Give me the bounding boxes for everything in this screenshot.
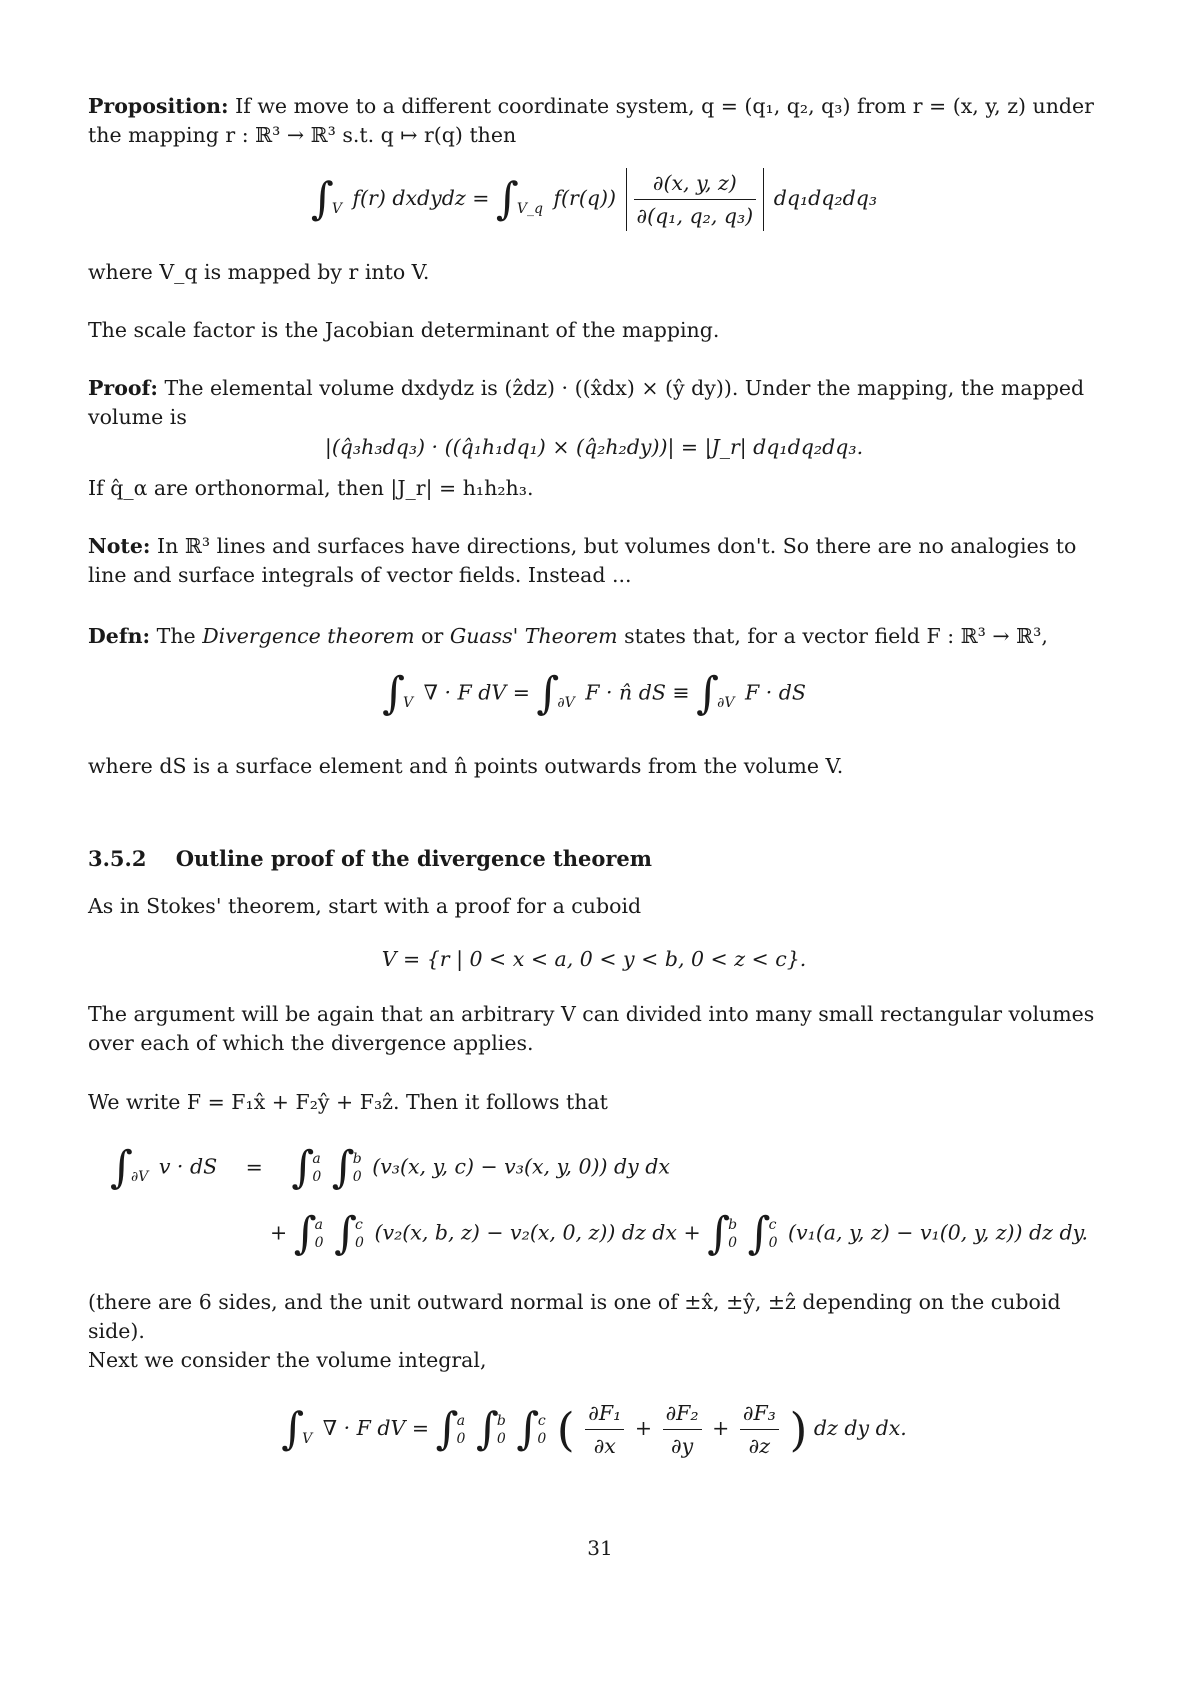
surf-line-2a: (v₂(x, b, z) − v₂(x, 0, z)) dz dx +: [374, 1220, 701, 1245]
jacobian-den: ∂(q₁, q₂, q₃): [636, 204, 754, 228]
body-p5: Next we consider the volume integral,: [88, 1348, 487, 1372]
jacobian-num: ∂(x, y, z): [634, 168, 757, 200]
frac-num: ∂F₂: [663, 1398, 702, 1430]
proof-paragraph: [88, 374, 1100, 432]
lim-upper: b: [496, 1412, 506, 1429]
lim-upper: a: [456, 1412, 466, 1429]
jacobian-abs: [626, 168, 765, 231]
integral-sign: ∫: [334, 1208, 358, 1259]
lim-upper: a: [314, 1217, 324, 1233]
lim-upper: a: [312, 1151, 321, 1167]
page-number: 31: [587, 1536, 613, 1560]
eq-lhs: f(r) dxdydz =: [352, 186, 490, 210]
plus-sign: +: [712, 1416, 730, 1440]
section-heading: [88, 844, 1100, 873]
defn-label: Defn:: [88, 624, 151, 648]
integral-sign: ∫: [475, 1403, 499, 1455]
lim-upper: b: [352, 1151, 362, 1167]
note-label: Note:: [88, 534, 151, 558]
frac-num: ∂F₁: [585, 1398, 624, 1430]
integral-sign: ∫: [110, 1142, 133, 1193]
proof-equation: |(q̂₃h₃dq₃) · ((q̂₁h₁dq₁) × (q̂₂h₂dy))| = |J_r| dq₁dq₂dq₃.: [324, 435, 864, 459]
div-eq-part-3: F · dS: [744, 680, 806, 705]
eq-rhs-a: f(r(q)): [553, 186, 616, 210]
lim-lower: 0: [314, 1235, 324, 1251]
int-sub-v: V: [403, 695, 414, 711]
body-p4: (there are 6 sides, and the unit outward normal is one of ±x̂, ±ŷ, ±ẑ depending on the cuboid side).: [88, 1290, 1061, 1343]
body-p1: As in Stokes' theorem, start with a proof for a cuboid: [88, 894, 642, 918]
surf-line-1: (v₃(x, y, c) − v₃(x, y, 0)) dy dx: [372, 1154, 670, 1179]
lim-upper: c: [768, 1217, 777, 1233]
defn-text-c: states that, for a vector field F : ℝ³ → ℝ³,: [624, 624, 1048, 648]
int-sub-v: V: [302, 1430, 313, 1447]
cuboid-equation: V = {r | 0 < x < a, 0 < y < b, 0 < z < c}.: [381, 947, 807, 971]
plus-sign: +: [270, 1220, 288, 1245]
div-eq-part-1: ∇ · F dV =: [423, 680, 530, 705]
integral-sign: ∫: [696, 668, 720, 719]
integral-sign: ∫: [707, 1208, 731, 1259]
right-paren: ): [789, 1402, 808, 1457]
divergence-theorem-equation: [88, 668, 1100, 719]
integral-sign: ∫: [516, 1403, 540, 1455]
div-eq-part-2: F · n̂ dS ≡: [585, 680, 690, 705]
surf-eqsign: =: [245, 1154, 263, 1179]
int-sub-dv: ∂V: [717, 695, 735, 711]
proposition-paragraph: [88, 92, 1100, 150]
lim-lower: 0: [496, 1430, 506, 1447]
frac-den: ∂x: [593, 1434, 616, 1458]
lim-lower: 0: [728, 1235, 738, 1251]
plus-sign: +: [634, 1416, 653, 1440]
left-paren: (: [556, 1402, 575, 1457]
surface-integral-line-1: [110, 1142, 1100, 1193]
lim-lower: 0: [312, 1169, 322, 1185]
integral-sign: ∫: [495, 173, 519, 225]
lim-lower: 0: [352, 1169, 362, 1185]
change-of-variables-equation: [88, 168, 1100, 231]
lim-upper: c: [537, 1412, 546, 1429]
vol-tail: dz dy dx.: [813, 1416, 907, 1440]
defn-text-a: The: [156, 624, 196, 648]
integral-sign: ∫: [293, 1208, 317, 1259]
frac-num: ∂F₃: [740, 1398, 779, 1430]
proof-label: Proof:: [88, 376, 158, 400]
proposition-label: Proposition:: [88, 94, 229, 118]
int-sub-vq: V_q: [516, 200, 543, 217]
proof-after: If q̂_α are orthonormal, then |J_r| = h₁h₂h₃.: [88, 476, 534, 500]
int-sub-dv: ∂V: [130, 1169, 149, 1185]
frac-den: ∂y: [670, 1434, 694, 1458]
section-title: Outline proof of the divergence theorem: [175, 846, 653, 871]
defn-text-b: or: [421, 624, 444, 648]
int-sub-v: V: [331, 200, 342, 217]
scale-factor-text: The scale factor is the Jacobian determinant of the mapping.: [88, 318, 720, 342]
note-paragraph: [88, 532, 1100, 590]
volume-integral-equation: [88, 1398, 1100, 1461]
proof-text: The elemental volume dxdydz is (ẑdz) · ((x̂dx) × (ŷ dy)). Under the mapping, the mapped volume is: [88, 376, 1085, 429]
proposition-after: where V_q is mapped by r into V.: [88, 260, 430, 284]
integral-sign: ∫: [291, 1142, 315, 1193]
integral-sign: ∫: [281, 1403, 305, 1455]
surface-integral-line-2: [270, 1208, 1100, 1259]
lim-upper: b: [728, 1217, 738, 1233]
body-p3: We write F = F₁x̂ + F₂ŷ + F₃ẑ. Then it follows that: [88, 1090, 608, 1114]
frac-f2: [663, 1398, 702, 1461]
eq-rhs-b: dq₁dq₂dq₃: [773, 186, 878, 210]
body-p2: The argument will be again that an arbitrary V can divided into many small rectangular volumes over each of which the divergence applies.: [88, 1002, 1095, 1055]
lim-lower: 0: [768, 1235, 778, 1251]
defn-term-gauss: Guass' Theorem: [449, 624, 618, 648]
defn-after: where dS is a surface element and n̂ points outwards from the volume V.: [88, 754, 844, 778]
lim-upper: c: [355, 1217, 363, 1233]
proposition-text: If we move to a different coordinate system, q = (q₁, q₂, q₃) from r = (x, y, z) under the mapping r : ℝ³ → ℝ³ s.t. q ↦ r(q) then: [88, 94, 1094, 147]
lim-lower: 0: [456, 1430, 466, 1447]
integral-sign: ∫: [310, 173, 334, 225]
lim-lower: 0: [537, 1430, 547, 1447]
defn-term-divergence: Divergence theorem: [202, 624, 415, 648]
integral-sign: ∫: [747, 1208, 771, 1259]
jacobian-fraction: [634, 168, 757, 231]
integral-sign: ∫: [435, 1403, 459, 1455]
note-text: In ℝ³ lines and surfaces have directions, but volumes don't. So there are no analogies to line and surface integrals of vector fields. Instead ...: [88, 534, 1077, 587]
frac-den: ∂z: [748, 1434, 771, 1458]
section-number: 3.5.2: [88, 846, 147, 871]
vol-lhs: ∇ · F dV =: [322, 1416, 430, 1440]
integral-sign: ∫: [382, 668, 405, 719]
int-sub-dv: ∂V: [557, 695, 575, 711]
defn-paragraph: [88, 622, 1100, 651]
surf-line-2b: (v₁(a, y, z) − v₁(0, y, z)) dz dy.: [788, 1220, 1088, 1245]
frac-f1: [585, 1398, 624, 1461]
lim-lower: 0: [355, 1235, 364, 1251]
integral-sign: ∫: [331, 1142, 355, 1193]
integral-sign: ∫: [536, 668, 560, 719]
frac-f3: [740, 1398, 779, 1461]
surf-lhs: v · dS: [158, 1154, 218, 1179]
